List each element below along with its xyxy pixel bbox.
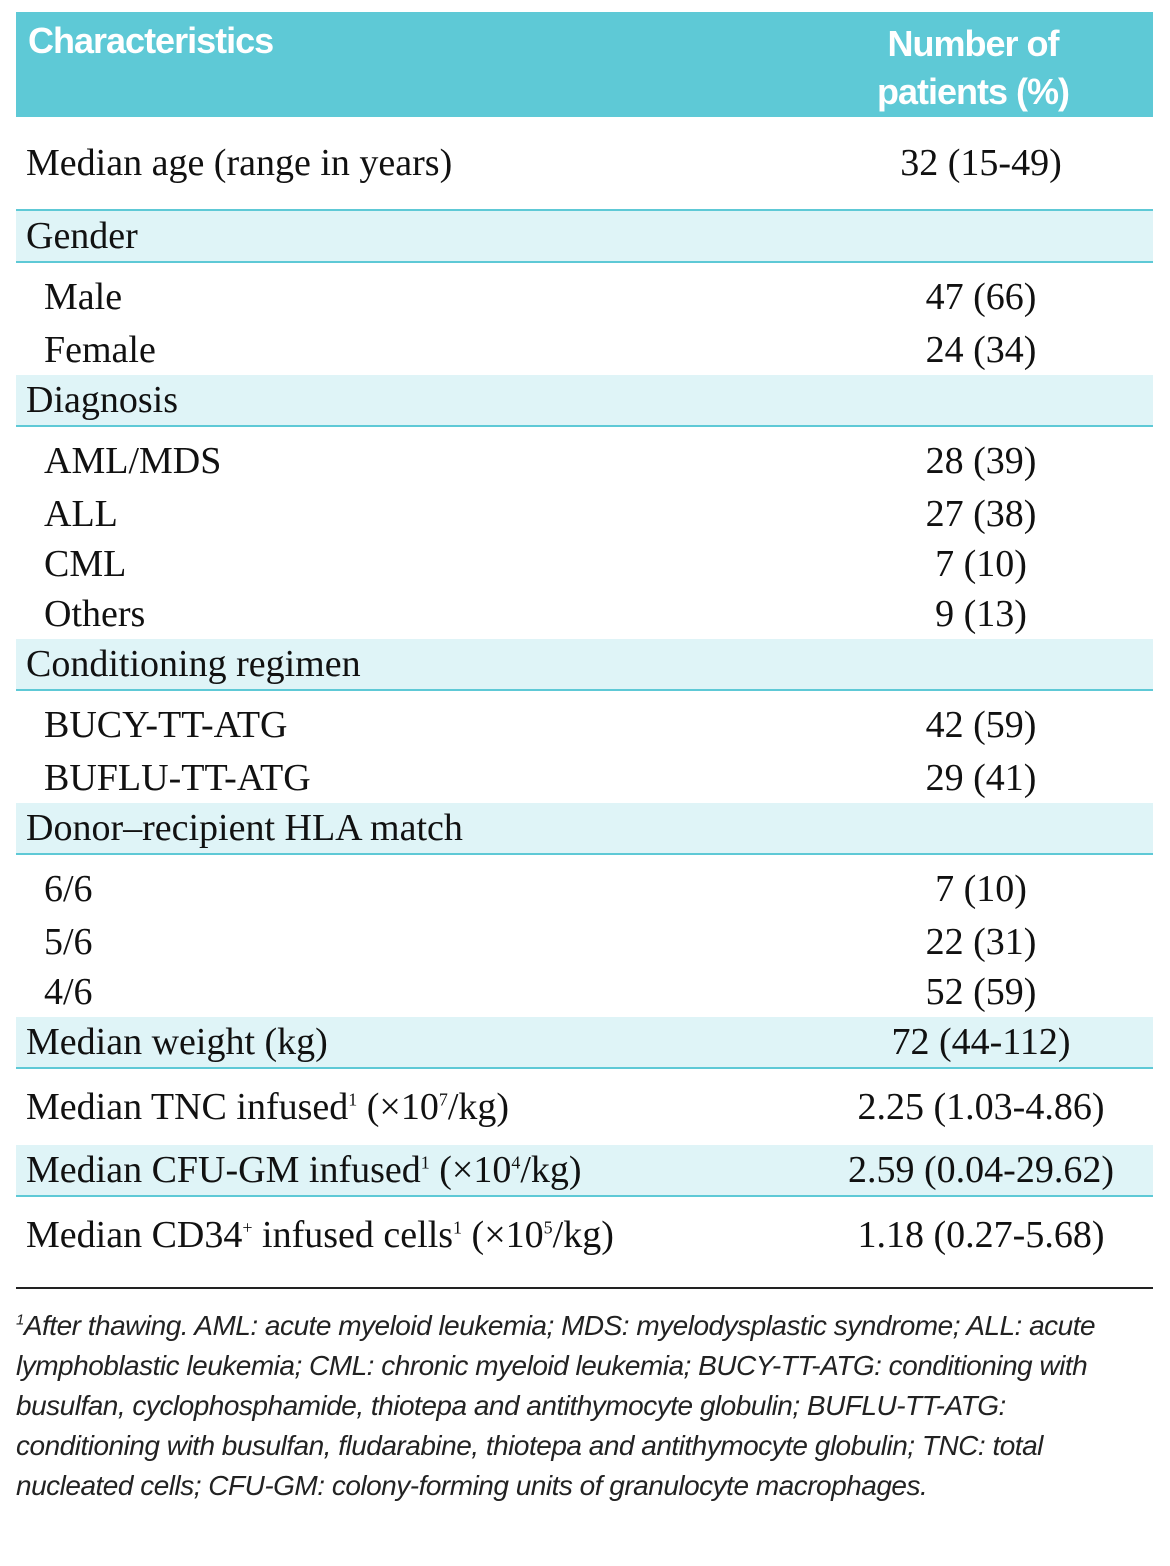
row-label — [26, 1085, 509, 1129]
section-diagnosis — [16, 375, 1153, 427]
row-hla-56 — [16, 917, 1153, 967]
header-number-of-patients — [863, 20, 1083, 116]
footnote-ref: 1 — [348, 1089, 358, 1110]
row-hla-46 — [16, 967, 1153, 1017]
footnote-text: After thawing. AML: acute myeloid leukemia; MDS: myelodysplastic syndrome; ALL: acute lymphoblastic leukemia; CML: chronic myeloid leukemia; BUCY-TT-ATG: conditioning with busulfan, cyclophosphamide, thiotepa and antithymocyte globulin; BUFLU-TT-ATG: conditioning with busulfan, fludarabine, thiotepa and antithymocyte globulin; TNC: total nucleated cells; CFU-GM: colony-forming units of granulocyte macrophages. — [16, 1310, 1096, 1501]
section-hla — [16, 803, 1153, 855]
label-part: (×10 — [429, 1149, 512, 1191]
row-buflu — [16, 753, 1153, 803]
row-value: 1.18 (0.27-5.68) — [857, 1214, 1105, 1256]
label-part: Median TNC infused — [26, 1086, 349, 1128]
section-conditioning — [16, 639, 1153, 691]
row-label — [26, 1213, 614, 1257]
row-value: 7 (10) — [935, 543, 1027, 585]
table-header — [16, 12, 1153, 117]
footnote-ref: 1 — [420, 1152, 430, 1173]
section-label: Conditioning regimen — [26, 643, 361, 685]
row-value: 42 (59) — [925, 704, 1037, 746]
row-value: 72 (44-112) — [891, 1021, 1071, 1063]
row-value: 2.59 (0.04-29.62) — [848, 1149, 1114, 1191]
row-label: BUCY-TT-ATG — [44, 704, 288, 746]
footnote-ref: 1 — [453, 1217, 463, 1238]
row-label: CML — [44, 543, 127, 585]
row-median-cfu — [16, 1145, 1153, 1197]
row-label: Others — [44, 593, 146, 635]
row-label: BUFLU-TT-ATG — [44, 757, 311, 799]
row-bucy — [16, 697, 1153, 753]
label-part: infused cells — [252, 1214, 454, 1256]
label-part: (×10 — [357, 1086, 439, 1128]
row-label: AML/MDS — [44, 440, 222, 482]
row-label: 4/6 — [44, 971, 93, 1013]
row-value: 47 (66) — [925, 276, 1037, 318]
label-part: Median CD34 — [26, 1214, 243, 1256]
row-female — [16, 325, 1153, 375]
row-value: 24 (34) — [925, 329, 1037, 371]
row-median-weight — [16, 1017, 1153, 1069]
section-label: Donor–recipient HLA match — [26, 807, 463, 849]
row-value: 7 (10) — [935, 868, 1027, 910]
label-part: (×10 — [462, 1214, 544, 1256]
header-number-line1: Number of — [887, 23, 1059, 64]
label-part: /kg) — [552, 1214, 614, 1256]
row-label: Female — [44, 329, 156, 371]
row-median-age — [16, 117, 1153, 211]
section-gender — [16, 211, 1153, 263]
superscript-plus: + — [242, 1217, 253, 1238]
row-label: Male — [44, 276, 123, 318]
footnote-marker: 1 — [16, 1311, 24, 1329]
section-label: Gender — [26, 215, 138, 257]
footnote-divider — [16, 1287, 1153, 1289]
section-label: Diagnosis — [26, 379, 178, 421]
row-label: Median weight (kg) — [26, 1021, 328, 1063]
header-characteristics: Characteristics — [28, 20, 274, 61]
row-value: 2.25 (1.03-4.86) — [857, 1086, 1105, 1128]
label-part: /kg) — [520, 1149, 582, 1191]
row-median-tnc — [16, 1069, 1153, 1145]
exponent: 4 — [511, 1152, 521, 1173]
row-aml — [16, 433, 1153, 489]
row-label: 5/6 — [44, 921, 93, 963]
row-value: 27 (38) — [925, 493, 1037, 535]
row-others — [16, 589, 1153, 639]
exponent: 5 — [543, 1217, 553, 1238]
row-label: ALL — [44, 493, 118, 535]
row-value: 9 (13) — [935, 593, 1027, 635]
header-number-line2: patients (%) — [876, 71, 1069, 112]
row-label: 6/6 — [44, 868, 93, 910]
row-median-cd34 — [16, 1197, 1153, 1273]
row-value: 32 (15-49) — [900, 142, 1062, 184]
row-label — [26, 1148, 582, 1192]
table-footnote — [16, 1306, 1151, 1506]
row-value: 29 (41) — [925, 757, 1037, 799]
row-male — [16, 269, 1153, 325]
label-part: /kg) — [447, 1086, 510, 1128]
row-value: 22 (31) — [925, 921, 1037, 963]
row-cml — [16, 539, 1153, 589]
row-label: Median age (range in years) — [26, 142, 453, 184]
row-value: 28 (39) — [925, 440, 1037, 482]
exponent: 7 — [438, 1089, 448, 1110]
row-value: 52 (59) — [925, 971, 1037, 1013]
row-all — [16, 489, 1153, 539]
row-hla-66 — [16, 861, 1153, 917]
characteristics-table — [16, 12, 1153, 1273]
label-part: Median CFU-GM infused — [26, 1149, 421, 1191]
